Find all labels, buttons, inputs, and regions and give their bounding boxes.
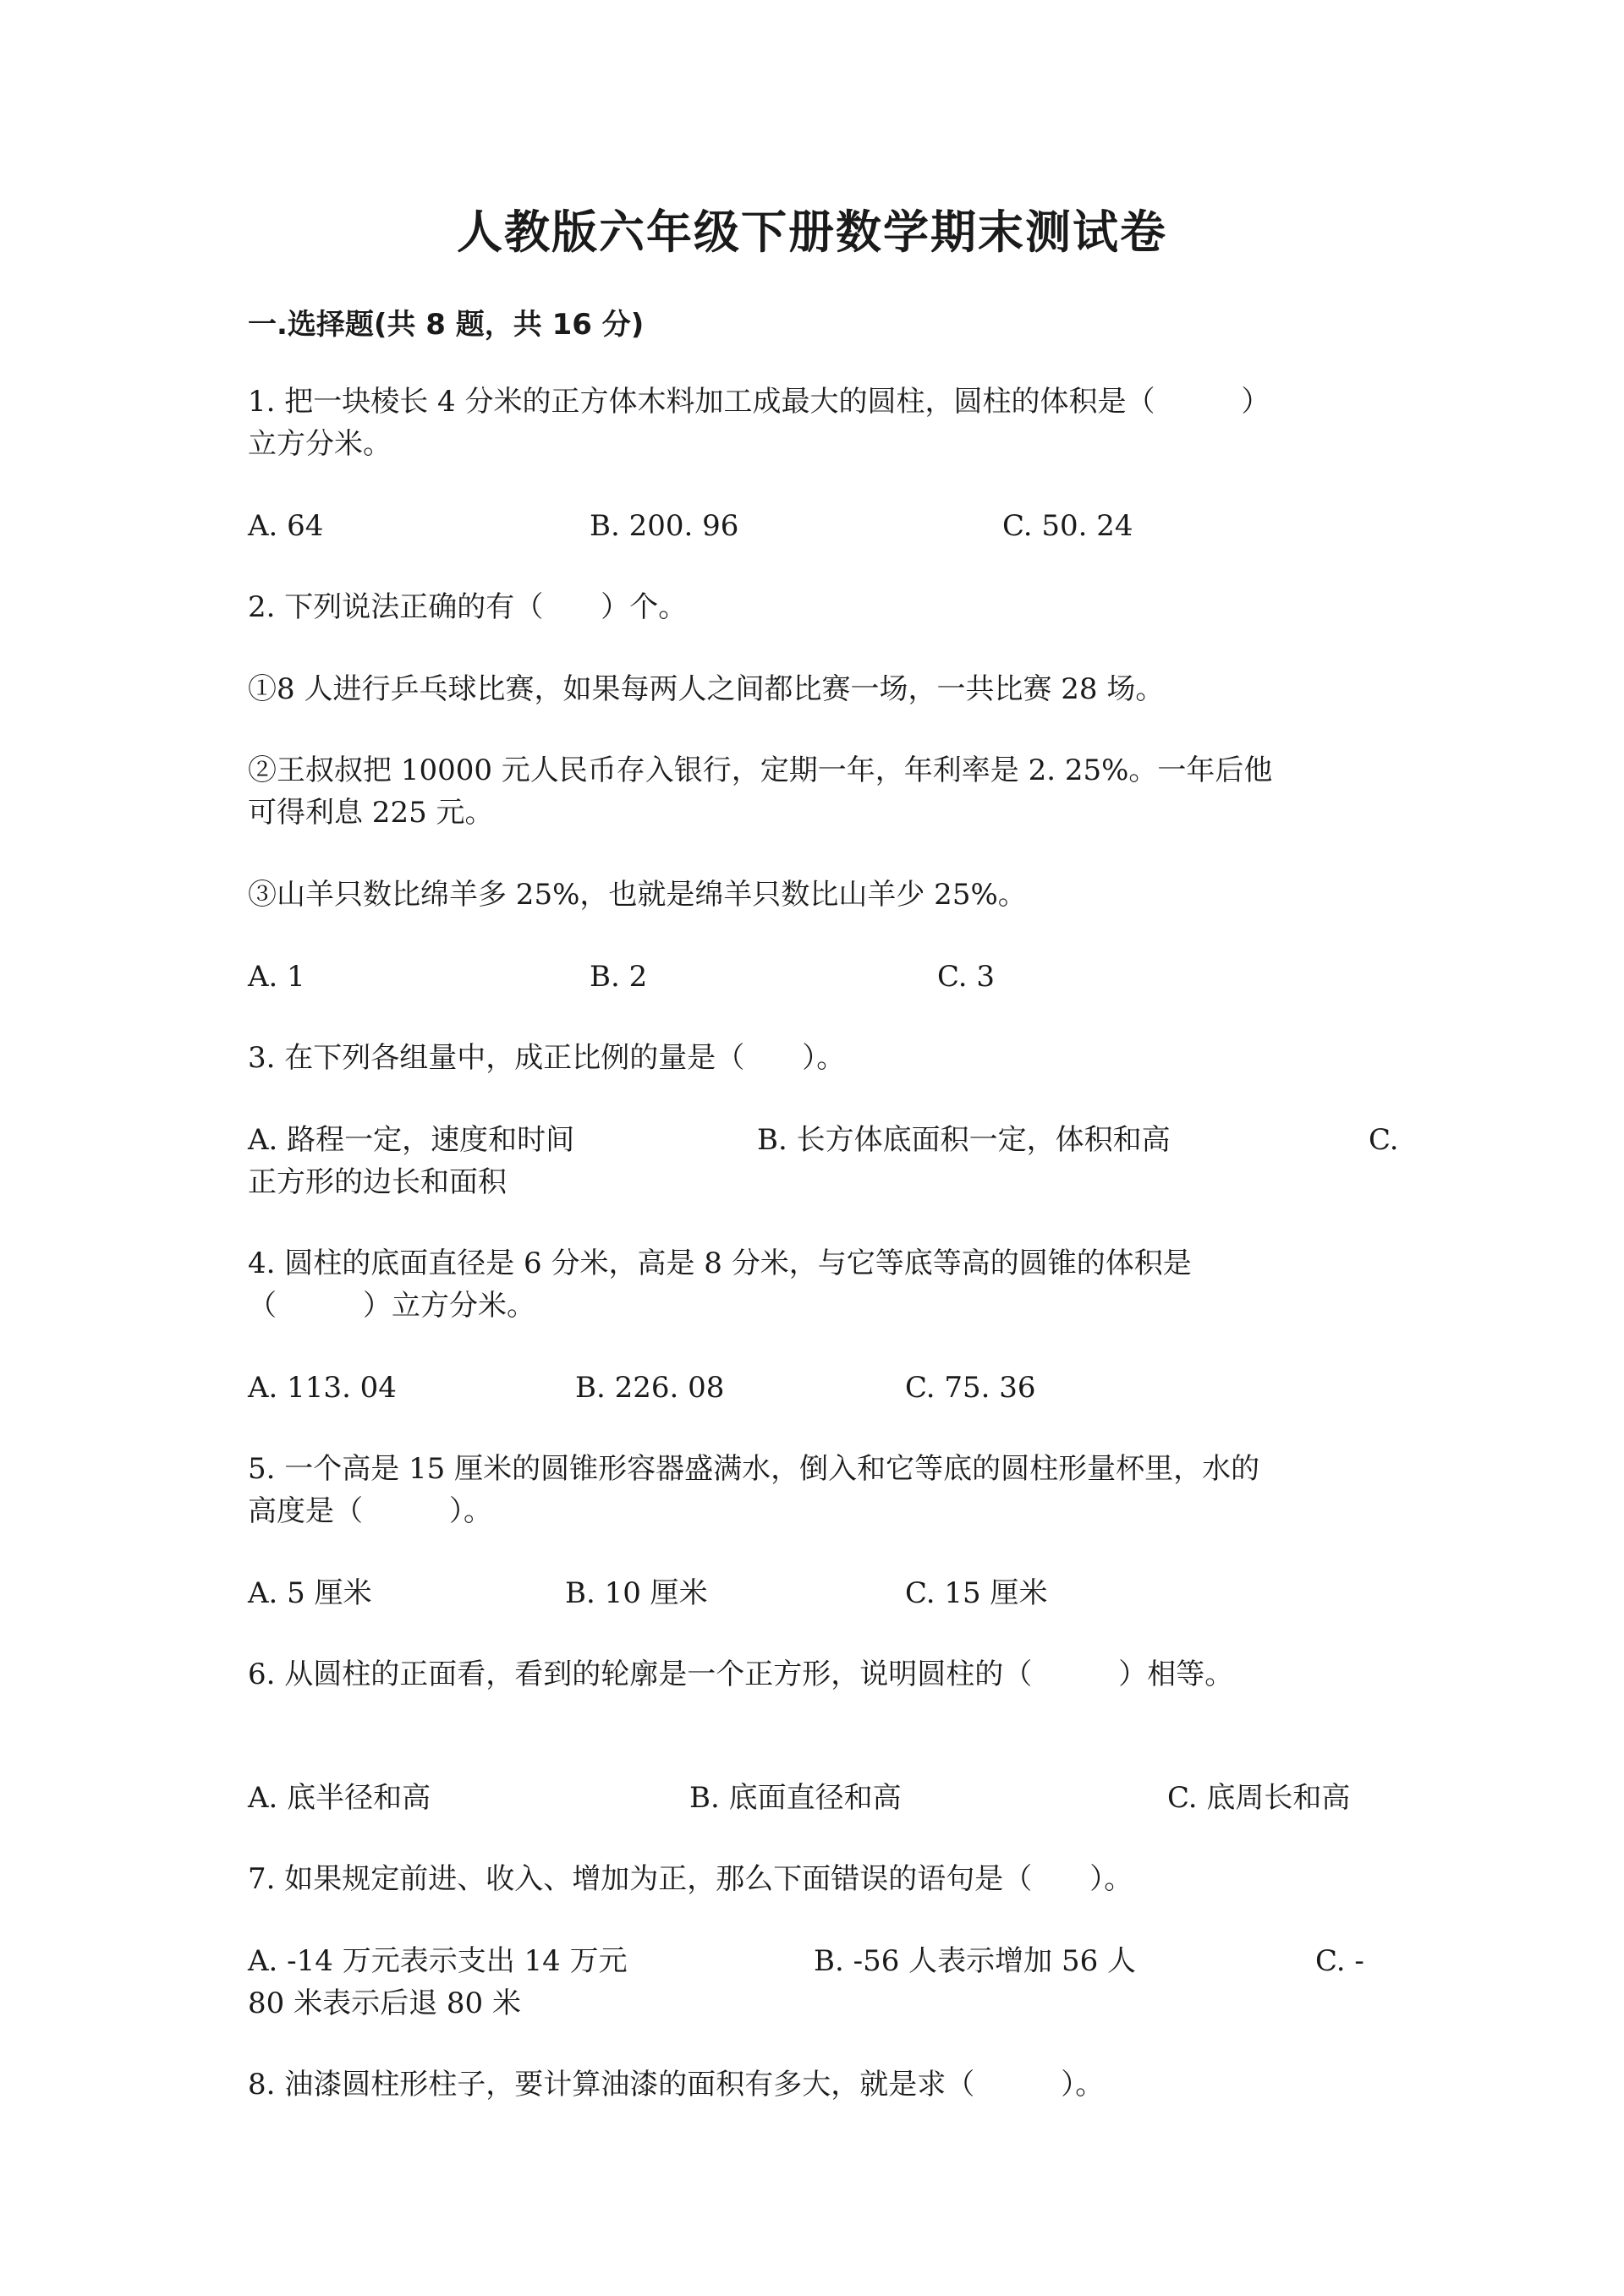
question-4-option-c: C. 75. 36 xyxy=(905,1371,1036,1405)
question-4-stem: 4. 圆柱的底面直径是 6 分米，高是 8 分米，与它等底等高的圆锥的体积是 xyxy=(248,1247,1192,1280)
question-6-stem: 6. 从圆柱的正面看，看到的轮廓是一个正方形，说明圆柱的（ ）相等。 xyxy=(248,1658,1234,1691)
question-6-option-c: C. 底周长和高 xyxy=(1167,1781,1351,1815)
question-5-option-b: B. 10 厘米 xyxy=(565,1576,708,1610)
question-4-stem-cont: （ ）立方分米。 xyxy=(248,1289,535,1323)
question-2-statement-2: ②王叔叔把 10000 元人民币存入银行，定期一年，年利率是 2. 25%。一年后他 xyxy=(248,753,1273,787)
question-4-option-b: B. 226. 08 xyxy=(575,1371,725,1405)
question-1-option-a: A. 64 xyxy=(248,509,324,543)
question-3-option-a: A. 路程一定，速度和时间 xyxy=(248,1123,575,1157)
question-8-stem: 8. 油漆圆柱形柱子，要计算油漆的面积有多大，就是求（ ）。 xyxy=(248,2068,1105,2101)
question-1-option-c: C. 50. 24 xyxy=(1002,509,1133,543)
question-2-statement-1: ①8 人进行乒乓球比赛，如果每两人之间都比赛一场，一共比赛 28 场。 xyxy=(248,672,1165,706)
question-3-option-c: C. xyxy=(1369,1123,1399,1157)
question-1-option-b: B. 200. 96 xyxy=(590,509,739,543)
question-1-stem-cont: 立方分米。 xyxy=(248,427,392,461)
page-title: 人教版六年级下册数学期末测试卷 xyxy=(457,205,1167,259)
question-7-stem: 7. 如果规定前进、收入、增加为正，那么下面错误的语句是（ ）。 xyxy=(248,1862,1133,1896)
question-1-stem: 1. 把一块棱长 4 分米的正方体木料加工成最大的圆柱，圆柱的体积是（ ） xyxy=(248,385,1270,419)
question-5-stem-cont: 高度是（ ）。 xyxy=(248,1494,492,1528)
question-2-statement-3: ③山羊只数比绵羊多 25%，也就是绵羊只数比山羊少 25%。 xyxy=(248,878,1027,912)
question-6-option-b: B. 底面直径和高 xyxy=(689,1781,902,1815)
question-5-option-a: A. 5 厘米 xyxy=(248,1576,372,1610)
question-5-stem: 5. 一个高是 15 厘米的圆锥形容器盛满水，倒入和它等底的圆柱形量杯里，水的 xyxy=(248,1452,1260,1486)
question-2-option-c: C. 3 xyxy=(937,960,996,994)
question-2-statement-2-cont: 可得利息 225 元。 xyxy=(248,796,494,830)
section-heading: 一.选择题(共 8 题，共 16 分) xyxy=(248,308,645,342)
question-5-option-c: C. 15 厘米 xyxy=(905,1576,1048,1610)
question-2-stem: 2. 下列说法正确的有（ ）个。 xyxy=(248,590,688,624)
question-3-option-c-text: 正方形的边长和面积 xyxy=(248,1165,507,1199)
question-7-option-b: B. -56 人表示增加 56 人 xyxy=(814,1944,1137,1978)
question-2-option-a: A. 1 xyxy=(248,960,305,994)
question-7-option-c-text: 80 米表示后退 80 米 xyxy=(248,1986,521,2020)
question-7-option-c: C. - xyxy=(1315,1944,1364,1978)
question-4-option-a: A. 113. 04 xyxy=(248,1371,397,1405)
question-3-option-b: B. 长方体底面积一定，体积和高 xyxy=(757,1123,1171,1157)
question-2-option-b: B. 2 xyxy=(590,960,648,994)
question-3-stem: 3. 在下列各组量中，成正比例的量是（ ）。 xyxy=(248,1041,846,1075)
question-7-option-a: A. -14 万元表示支出 14 万元 xyxy=(248,1944,628,1978)
question-6-option-a: A. 底半径和高 xyxy=(248,1781,431,1815)
